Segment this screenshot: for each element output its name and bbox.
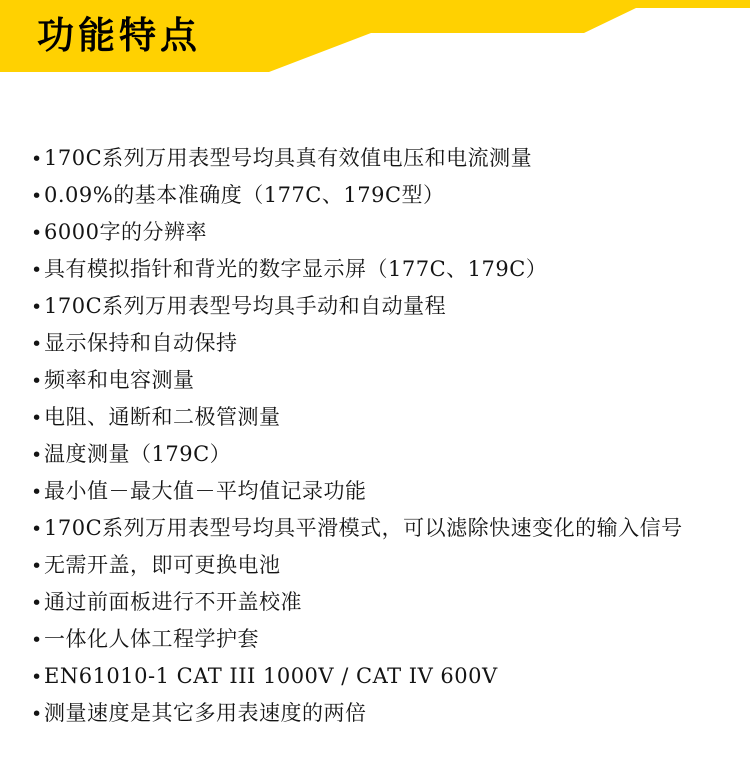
feature-item <box>31 695 730 732</box>
bullet-icon: • <box>31 666 43 688</box>
feature-item <box>31 658 730 695</box>
feature-item <box>31 436 730 473</box>
bullet-icon: • <box>31 333 43 355</box>
bullet-icon: • <box>31 629 43 651</box>
feature-text: 一体化人体工程学护套 <box>44 627 259 651</box>
feature-item <box>31 325 730 362</box>
feature-item <box>31 362 730 399</box>
feature-text: 6000字的分辨率 <box>44 220 207 244</box>
feature-item <box>31 399 730 436</box>
feature-item <box>31 584 730 621</box>
page-title: 功能特点 <box>37 14 201 57</box>
bullet-icon: • <box>31 259 43 281</box>
feature-text: 测量速度是其它多用表速度的两倍 <box>44 701 367 725</box>
feature-text: 无需开盖，即可更换电池 <box>44 553 281 577</box>
feature-item <box>31 251 730 288</box>
bullet-icon: • <box>31 592 43 614</box>
feature-item <box>31 140 730 177</box>
feature-item <box>31 473 730 510</box>
feature-text: 通过前面板进行不开盖校准 <box>44 590 302 614</box>
feature-item <box>31 547 730 584</box>
feature-text: 频率和电容测量 <box>44 368 195 392</box>
feature-text: 170C系列万用表型号均具手动和自动量程 <box>44 294 447 318</box>
feature-text: EN61010-1 CAT III 1000V / CAT IV 600V <box>44 664 498 688</box>
feature-item <box>31 288 730 325</box>
bullet-icon: • <box>31 148 43 170</box>
feature-item <box>31 510 730 547</box>
feature-list <box>0 140 750 732</box>
bullet-icon: • <box>31 703 43 725</box>
bullet-icon: • <box>31 222 43 244</box>
bullet-icon: • <box>31 444 43 466</box>
feature-text: 0.09%的基本准确度（177C、179C型） <box>44 183 445 207</box>
feature-text: 温度测量（179C） <box>44 442 232 466</box>
feature-text: 最小值－最大值－平均值记录功能 <box>44 479 367 503</box>
feature-item <box>31 214 730 251</box>
section-banner <box>0 0 750 72</box>
feature-item <box>31 621 730 658</box>
bullet-icon: • <box>31 518 43 540</box>
feature-text: 170C系列万用表型号均具真有效值电压和电流测量 <box>44 146 533 170</box>
bullet-icon: • <box>31 296 43 318</box>
bullet-icon: • <box>31 370 43 392</box>
feature-text: 显示保持和自动保持 <box>44 331 238 355</box>
bullet-icon: • <box>31 555 43 577</box>
feature-text: 具有模拟指针和背光的数字显示屏（177C、179C） <box>44 257 548 281</box>
feature-text: 170C系列万用表型号均具平滑模式，可以滤除快速变化的输入信号 <box>44 516 683 540</box>
feature-text: 电阻、通断和二极管测量 <box>44 405 281 429</box>
bullet-icon: • <box>31 407 43 429</box>
bullet-icon: • <box>31 185 43 207</box>
feature-item <box>31 177 730 214</box>
bullet-icon: • <box>31 481 43 503</box>
